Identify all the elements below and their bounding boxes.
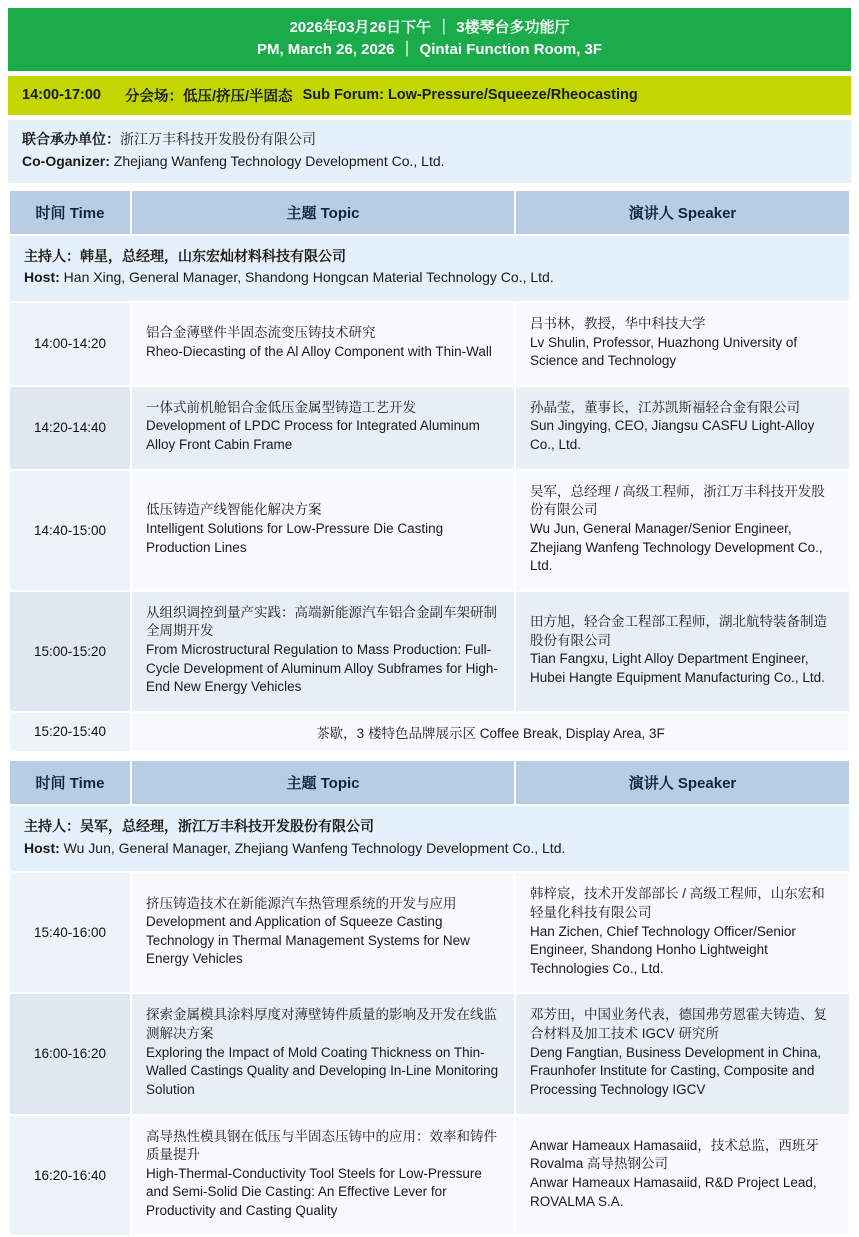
banner-venue-cn: 3楼琴台多功能厅	[456, 19, 570, 36]
host-en	[24, 267, 835, 289]
row-speaker-en: Sun Jingying, CEO, Jiangsu CASFU Light-Alloy Co., Ltd.	[530, 418, 815, 452]
co-organizer-cn	[22, 129, 837, 150]
row-speaker-cn: 韩梓宸，技术开发部部长 / 高级工程师，山东宏和轻量化科技有限公司	[530, 886, 825, 920]
header-time: 时间 Time	[9, 760, 131, 805]
row-speaker-cn: 田方旭，轻合金工程部工程师，湖北航特装备制造股份有限公司	[530, 614, 827, 648]
row-time: 16:20-16:40	[9, 1115, 131, 1236]
row-speaker-cn: 吴军，总经理 / 高级工程师，浙江万丰科技开发股份有限公司	[530, 483, 825, 518]
host-cn	[24, 816, 835, 838]
banner-venue-en: Qintai Function Room, 3F	[419, 40, 603, 58]
table-row	[9, 872, 850, 993]
host-cn	[24, 246, 835, 268]
header-speaker: 演讲人 Speaker	[515, 760, 850, 805]
host-cell	[9, 805, 850, 872]
row-speaker	[515, 470, 850, 591]
row-topic-en: Exploring the Impact of Mold Coating Thickness on Thin-Walled Castings Quality and Developing In-Line Monitoring Solution	[146, 1044, 499, 1097]
row-topic-cn: 从组织调控到量产实践：高端新能源汽车铝合金副车架研制全周期开发	[146, 604, 497, 639]
row-time: 15:40-16:00	[9, 872, 131, 993]
banner-date-cn: 2026年03月26日下午	[289, 19, 432, 36]
row-topic-cn: 低压铸造产线智能化解决方案	[146, 502, 322, 518]
row-time: 15:00-15:20	[9, 591, 131, 712]
table-row	[9, 1115, 850, 1236]
table-row	[9, 993, 850, 1114]
host-cn-text: 主持人：吴军，总经理，浙江万丰科技开发股份有限公司	[24, 817, 374, 834]
row-topic-cn: 一体式前机舱铝合金低压金属型铸造工艺开发	[146, 399, 416, 415]
row-topic-cn: 高导热性模具钢在低压与半固态压铸中的应用：效率和铸件质量提升	[146, 1128, 497, 1163]
sub-forum-label-en: Sub Forum: Low-Pressure/Squeeze/Rheocasting	[302, 87, 638, 103]
row-topic	[131, 591, 515, 712]
row-topic	[131, 302, 515, 386]
row-topic-en: From Microstructural Regulation to Mass Production: Full-Cycle Development of Aluminum Alloy Subframes for High-End New Energy Vehicles	[146, 642, 498, 695]
table-header-row	[9, 760, 850, 805]
co-organizer-label-en: Co-Oganizer:	[22, 152, 110, 169]
row-topic	[131, 872, 515, 993]
row-speaker	[515, 386, 850, 470]
row-topic-cn: 探索金属模具涂料厚度对薄壁铸件质量的影响及开发在线监测解决方案	[146, 1007, 497, 1041]
break-time: 15:20-15:40	[9, 712, 131, 752]
row-speaker-cn: 吕书林，教授，华中科技大学	[530, 315, 706, 331]
table-row	[9, 470, 850, 591]
row-topic-en: Intelligent Solutions for Low-Pressure Die Casting Production Lines	[146, 520, 444, 555]
host-cell	[9, 235, 850, 302]
row-speaker	[515, 302, 850, 386]
host-en-label: Host:	[24, 269, 60, 286]
row-topic	[131, 1115, 515, 1236]
table-row	[9, 386, 850, 470]
row-topic-cn: 挤压铸造技术在新能源汽车热管理系统的开发与应用	[146, 895, 457, 911]
host-row	[9, 235, 850, 302]
row-topic-en: High-Thermal-Conductivity Tool Steels for Low-Pressure and Semi-Solid Die Casting: An Effective Lever for Productivity and Casting Quality	[146, 1165, 482, 1218]
header-time: 时间 Time	[9, 190, 131, 235]
row-speaker-en: Wu Jun, General Manager/Senior Engineer, Zhejiang Wanfeng Technology Development Co., Ltd.	[530, 520, 823, 574]
row-time: 14:40-15:00	[9, 470, 131, 591]
row-topic-en: Development and Application of Squeeze Casting Technology in Thermal Management Systems for New Energy Vehicles	[146, 914, 470, 967]
break-text: 茶歇，3 楼特色品牌展示区 Coffee Break, Display Area, 3F	[131, 712, 850, 752]
host-en-label: Host:	[24, 839, 60, 856]
row-speaker-en: Han Zichen, Chief Technology Officer/Senior Engineer, Shandong Honho Lightweight Technologies Co., Ltd.	[530, 923, 796, 976]
row-topic-en: Development of LPDC Process for Integrated Aluminum Alloy Front Cabin Frame	[146, 418, 480, 452]
row-speaker-en: Deng Fangtian, Business Development in China, Fraunhofer Institute for Casting, Composite and Processing Technology IGCV	[530, 1044, 822, 1097]
host-en-text: Wu Jun, General Manager, Zhejiang Wanfeng Technology Development Co., Ltd.	[63, 839, 566, 856]
agenda-table-session-1	[8, 189, 851, 753]
table-row	[9, 302, 850, 386]
sub-forum-bar	[8, 76, 851, 115]
banner-line-en	[18, 39, 841, 61]
sub-forum-time: 14:00-17:00	[22, 87, 101, 103]
sub-forum-label-cn: 分会场：低压/挤压/半固态	[125, 88, 293, 105]
co-organizer-value-en: Zhejiang Wanfeng Technology Development Co., Ltd.	[113, 152, 445, 169]
co-organizer-value-cn: 浙江万丰科技开发股份有限公司	[120, 130, 316, 147]
banner-line-cn	[18, 17, 841, 39]
row-speaker-cn: 孙晶莹，董事长，江苏凯斯福轻合金有限公司	[530, 399, 800, 415]
header-topic: 主题 Topic	[131, 760, 515, 805]
table-row	[9, 591, 850, 712]
row-speaker-en: Anwar Hameaux Hamasaiid, R&D Project Lead, ROVALMA S.A.	[530, 1175, 817, 1209]
banner-separator-2: ｜	[399, 40, 415, 58]
row-time: 14:00-14:20	[9, 302, 131, 386]
row-topic-en: Rheo-Diecasting of the Al Alloy Component with Thin-Wall	[146, 343, 492, 359]
host-cn-text: 主持人：韩星，总经理，山东宏灿材料科技有限公司	[24, 247, 346, 264]
host-en	[24, 838, 835, 860]
row-speaker-en: Tian Fangxu, Light Alloy Department Engineer, Hubei Hangte Equipment Manufacturing Co., Ltd.	[530, 651, 825, 685]
coffee-break-row	[9, 712, 850, 752]
banner-separator-1: ｜	[436, 19, 452, 36]
row-speaker	[515, 993, 850, 1114]
co-organizer-block	[8, 120, 851, 183]
row-speaker-cn: Anwar Hameaux Hamasaiid，技术总监，西班牙 Rovalma 高导热钢公司	[530, 1137, 819, 1172]
row-topic-cn: 铝合金薄壁件半固态流变压铸技术研究	[146, 325, 376, 341]
row-speaker-cn: 邓芳田，中国业务代表，德国弗劳恩霍夫铸造、复合材料及加工技术 IGCV 研究所	[530, 1007, 827, 1041]
row-topic	[131, 470, 515, 591]
row-topic	[131, 993, 515, 1114]
row-time: 14:20-14:40	[9, 386, 131, 470]
banner-date-en: PM, March 26, 2026	[256, 40, 395, 58]
row-speaker-en: Lv Shulin, Professor, Huazhong University of Science and Technology	[530, 334, 798, 369]
host-en-text: Han Xing, General Manager, Shandong Hongcan Material Technology Co., Ltd.	[63, 269, 554, 286]
row-speaker	[515, 1115, 850, 1236]
header-topic: 主题 Topic	[131, 190, 515, 235]
co-organizer-label-cn: 联合承办单位：	[22, 130, 120, 147]
event-banner	[8, 8, 851, 71]
row-time: 16:00-16:20	[9, 993, 131, 1114]
co-organizer-en	[22, 151, 837, 172]
row-topic	[131, 386, 515, 470]
row-speaker	[515, 591, 850, 712]
table-header-row	[9, 190, 850, 235]
host-row	[9, 805, 850, 872]
row-speaker	[515, 872, 850, 993]
header-speaker: 演讲人 Speaker	[515, 190, 850, 235]
agenda-table-session-2	[8, 759, 851, 1237]
